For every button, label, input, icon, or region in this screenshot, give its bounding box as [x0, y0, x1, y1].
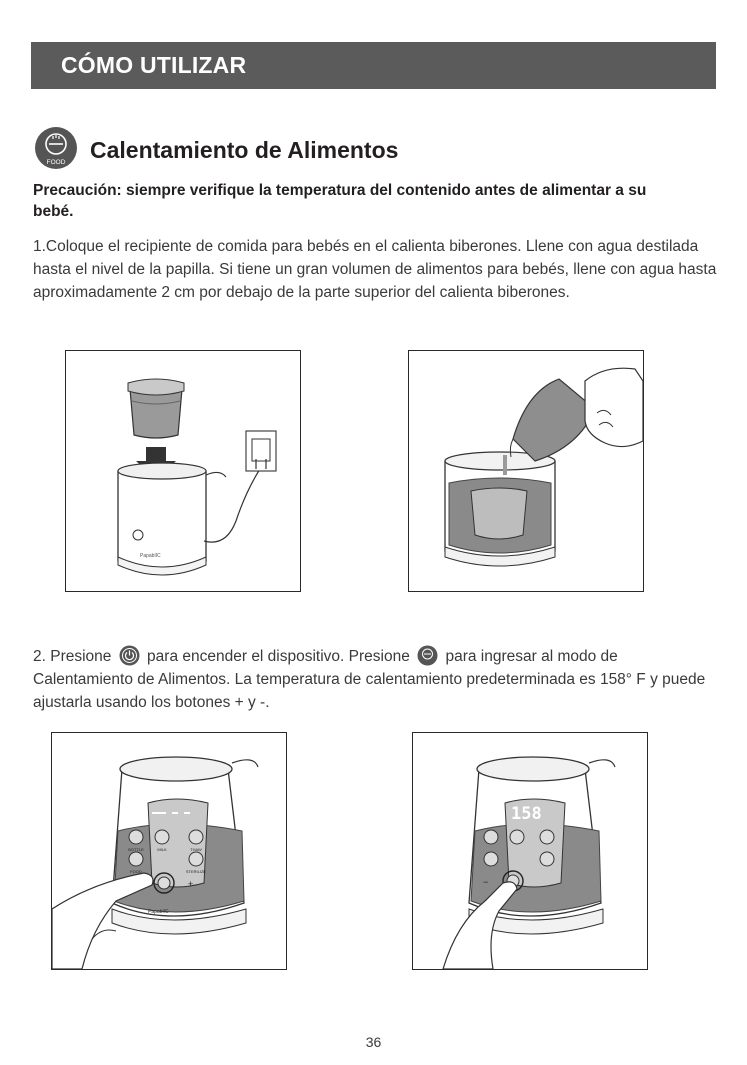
page-number: 36: [365, 1034, 382, 1050]
power-button-icon: [119, 645, 140, 666]
caution-note: Precaución: siempre verifique la temperatura del contenido antes de alimentar a su bebé.: [33, 182, 647, 220]
button-label-bottle: BOTTLE: [128, 847, 144, 852]
figure-press-power: [51, 732, 287, 970]
plus-sign: +: [188, 879, 194, 889]
figure-press-food: [412, 732, 648, 970]
brand-label: PapablIC: [148, 909, 169, 915]
section-title: Calentamiento de Alimentos: [90, 137, 399, 163]
button-label-food: FOOD: [130, 869, 142, 874]
button-label-milk: MILK: [157, 847, 167, 852]
minus-sign: −: [483, 877, 489, 887]
figure-pour-water: [408, 350, 644, 592]
food-icon-label: FOOD: [46, 159, 66, 166]
section-header-bar: CÓMO UTILIZAR: [31, 42, 716, 89]
step-2-text-part-a: 2. Presione: [33, 648, 112, 665]
step-2-text-part-c: para ingresar al modo de Calentamiento de Alimentos. La temperatura de calentamiento predeterminada es 158° F y puede ajustarla usando los botones + y -.: [33, 648, 706, 711]
temperature-display: 158: [511, 804, 542, 824]
button-label-sterilize: STERILIZE: [185, 869, 207, 874]
brand-label: PapablIC: [140, 553, 161, 559]
food-mode-icon: [34, 126, 78, 170]
step-2-text-part-b: para encender el dispositivo. Presione: [147, 648, 410, 665]
figure-place-food-jar: [65, 350, 301, 592]
step-2-text: [33, 645, 718, 714]
step-1-text: 1.Coloque el recipiente de comida para bebés en el calienta biberones. Llene con agua destilada hasta el nivel de la papilla. Si tiene un gran volumen de alimentos para bebés, llene con agua hasta aproximadamente 2 cm por debajo de la parte superior del calienta biberones.: [33, 238, 717, 301]
button-label-thaw: THAW: [190, 847, 202, 852]
food-button-icon: [417, 645, 438, 666]
